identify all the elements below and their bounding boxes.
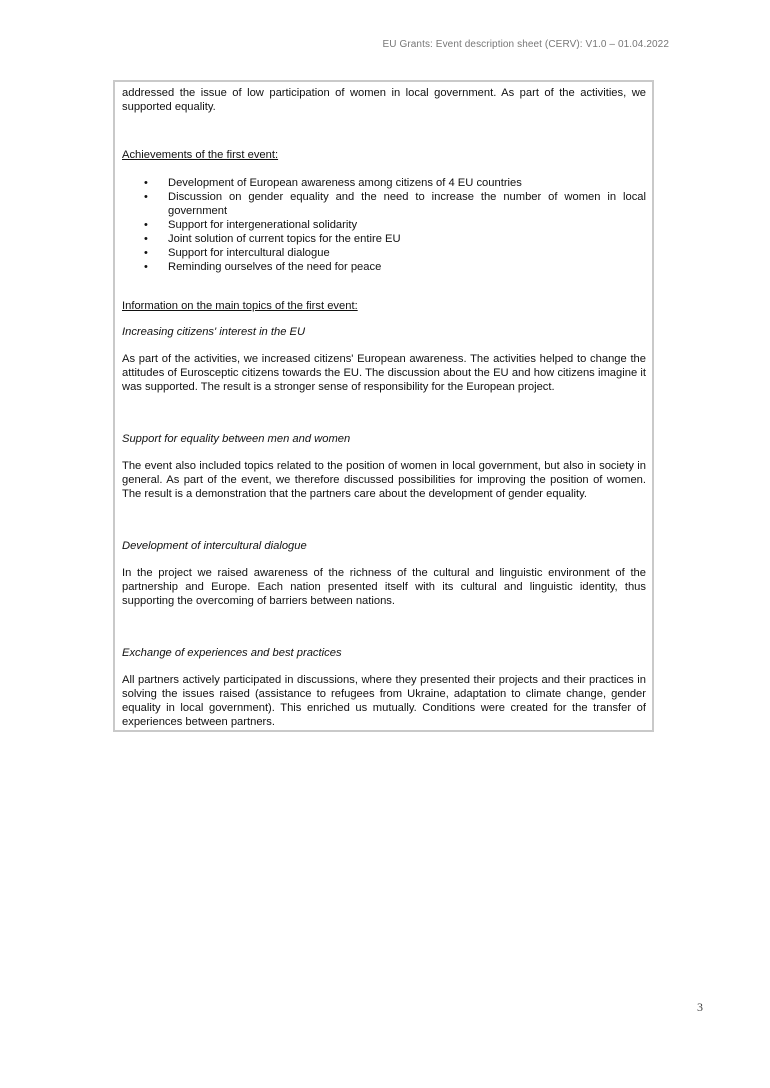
list-item: • Discussion on gender equality and the need to increase the number of women in local government: [122, 190, 646, 218]
list-item: • Development of European awareness among citizens of 4 EU countries: [122, 176, 646, 190]
list-item: • Reminding ourselves of the need for peace: [122, 260, 646, 274]
document-header: EU Grants: Event description sheet (CERV): V1.0 – 01.04.2022: [382, 39, 669, 50]
topic-text: In the project we raised awareness of the richness of the cultural and linguistic environment of the partnership and Europe. Each nation presented itself with its cultural and linguistic identity, thus supporting the overcoming of barriers between nations.: [122, 567, 646, 607]
topic-title: Increasing citizens' interest in the EU: [122, 326, 306, 338]
topic-title: Support for equality between men and women: [122, 433, 351, 445]
topic-title: Exchange of experiences and best practices: [122, 647, 342, 659]
topic-title: Development of intercultural dialogue: [122, 540, 307, 552]
page-number: 3: [697, 1000, 703, 1014]
list-item: • Support for intercultural dialogue: [122, 246, 646, 260]
achievements-list: [122, 176, 646, 274]
topic-text: The event also included topics related to the position of women in local government, but also in society in general. As part of the event, we therefore discussed possibilities for improving the position of women. The result is a demonstration that the partners care about the development of gender equality.: [122, 460, 646, 500]
topics-heading: Information on the main topics of the first event:: [122, 300, 358, 312]
achievements-heading: Achievements of the first event:: [122, 149, 279, 161]
list-item: • Joint solution of current topics for the entire EU: [122, 232, 646, 246]
event-description-box: [113, 80, 654, 732]
list-item: • Support for intergenerational solidarity: [122, 218, 646, 232]
intro-paragraph: addressed the issue of low participation of women in local government. As part of the activities, we supported equality.: [122, 87, 646, 113]
topic-text: As part of the activities, we increased citizens' European awareness. The activities helped to change the attitudes of Eurosceptic citizens towards the EU. The discussion about the EU and how citizens imagine it was supported. The result is a stronger sense of responsibility for the European project.: [122, 353, 646, 393]
topic-text: All partners actively participated in discussions, where they presented their projects and their practices in solving the issues raised (assistance to refugees from Ukraine, adaptation to climate change, gender equality in local government). This enriched us mutually. Conditions were created for the transfer of experiences between partners.: [122, 674, 646, 728]
